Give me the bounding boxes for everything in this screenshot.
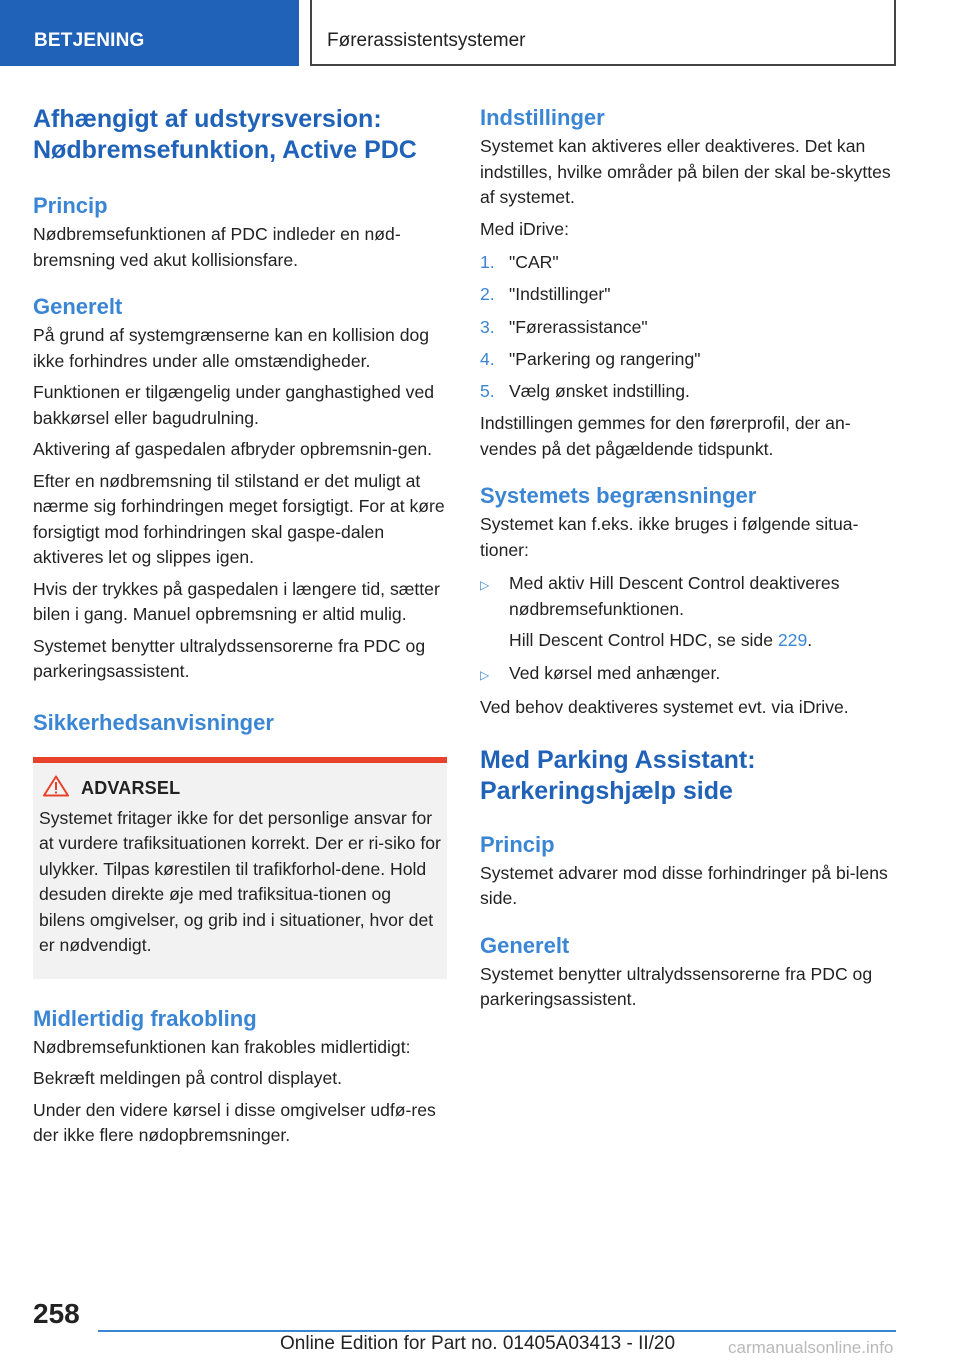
princip-text: Nødbremsefunktionen af PDC indleder en nød-bremsning ved akut kollisionsfare. xyxy=(33,224,401,270)
heading-sikkerhed: Sikkerhedsanvisninger xyxy=(33,709,274,735)
generelt-p1: På grund af systemgrænserne kan en kollision dog ikke forhindres under alle omstændigheder. xyxy=(33,325,430,371)
left-column xyxy=(33,100,447,1149)
generelt-p2: Funktionen er tilgængelig under ganghastighed ved bakkørsel eller bagudrulning. xyxy=(33,382,435,428)
warning-header xyxy=(39,775,441,802)
step-number: 2. xyxy=(480,284,495,305)
warning-title: ADVARSEL xyxy=(81,777,181,798)
heading-parking-generelt: Generelt xyxy=(480,932,570,958)
step-text: "Indstillinger" xyxy=(509,284,611,305)
bullet-text: Med aktiv Hill Descent Control deaktiveres nødbremsefunktionen. xyxy=(509,573,840,619)
frakobling-p2: Bekræft meldingen på control displayet. xyxy=(33,1068,343,1088)
step-text: "Førerassistance" xyxy=(509,316,648,337)
step-text: "CAR" xyxy=(509,252,559,272)
bullet-text: Ved kørsel med anhænger. xyxy=(509,662,721,683)
triangle-bullet-icon: ▷ xyxy=(480,667,490,682)
subtext-suffix: . xyxy=(807,630,813,651)
bullet-subtext xyxy=(509,628,900,654)
list-item xyxy=(480,347,900,373)
step-number: 4. xyxy=(480,348,495,369)
footer-divider xyxy=(98,1330,896,1332)
footer-edition: Online Edition for Part no. 01405A03413 - II/20 xyxy=(280,1333,676,1354)
triangle-bullet-icon: ▷ xyxy=(480,578,490,593)
parking-princip-text: Systemet advarer mod disse forhindringer på bi-lens side. xyxy=(480,862,888,909)
warning-box xyxy=(33,757,447,979)
warning-triangle-icon xyxy=(43,775,69,802)
list-item xyxy=(480,571,900,654)
begraensninger-p1: Systemet kan f.eks. ikke bruges i følgende situa-tioner: xyxy=(480,514,859,560)
parking-generelt-text: Systemet benytter ultralydssensorerne fra PDC og parkeringsassistent. xyxy=(480,963,873,1010)
footer-watermark: carmanualsonline.info xyxy=(728,1338,894,1357)
warning-text: Systemet fritager ikke for det personlige ansvar for at vurdere trafiksituationen korrekt. Der er ri-siko for ulykker. Tilpas kørestilen til trafikforhol-dene. Hold desuden direkte øje med trafiksitua-tionen og bilens omgivelser, og grib ind i situationer, hvor det er nødvendigt. xyxy=(39,807,441,955)
heading-indstillinger: Indstillinger xyxy=(480,105,605,130)
heading-begraensninger: Systemets begrænsninger xyxy=(480,483,757,509)
indstillinger-p3: Indstillingen gemmes for den førerprofil, der an-vendes på det pågældende tidspunkt. xyxy=(480,413,851,459)
subtext-prefix: Hill Descent Control HDC, se side xyxy=(509,630,778,651)
list-item xyxy=(480,379,900,405)
indstillinger-p2: Med iDrive: xyxy=(480,218,569,239)
begraensninger-p2: Ved behov deaktiveres systemet evt. via iDrive. xyxy=(480,697,849,718)
parking-heading: Med Parking Assistant: Parkeringshjælp side xyxy=(480,745,756,805)
page-number: 258 xyxy=(33,1298,80,1329)
main-heading: Afhængigt af udstyrsversion: Nødbremsefunktion, Active PDC xyxy=(33,105,417,164)
heading-parking-princip: Princip xyxy=(480,831,555,857)
frakobling-p3: Under den videre kørsel i disse omgivelser udfø-res der ikke flere nødopbremsninger. xyxy=(33,1099,436,1145)
page-header xyxy=(0,0,960,66)
list-item xyxy=(480,250,900,276)
step-text: "Parkering og rangering" xyxy=(509,348,701,369)
generelt-p3: Aktivering af gaspedalen afbryder opbremsnin-gen. xyxy=(33,439,433,459)
section-tab: BETJENING xyxy=(0,0,299,66)
right-column xyxy=(480,100,900,1013)
generelt-p4: Efter en nødbremsning til stilstand er det muligt at nærme sig forhindringen meget forsigtigt. For at køre forsigtigt mod forhindringen skal gaspe-dalen aktiveres let og slippes igen. xyxy=(33,470,445,567)
limitations-list xyxy=(480,571,900,688)
list-item xyxy=(480,661,900,689)
step-number: 3. xyxy=(480,316,495,337)
step-number: 1. xyxy=(480,252,495,272)
heading-frakobling: Midlertidig frakobling xyxy=(33,1005,257,1031)
step-number: 5. xyxy=(480,381,495,402)
chapter-title: Førerassistentsystemer xyxy=(310,0,896,66)
generelt-p5: Hvis der trykkes på gaspedalen i længere tid, sætter bilen i gang. Manuel opbremsning er altid mulig. xyxy=(33,578,440,624)
heading-princip: Princip xyxy=(33,193,108,218)
list-item xyxy=(480,282,900,308)
frakobling-p1: Nødbremsefunktionen kan frakobles midlertidigt: xyxy=(33,1036,411,1057)
generelt-p6: Systemet benytter ultralydssensorerne fra PDC og parkeringsassistent. xyxy=(33,635,426,681)
indstillinger-p1: Systemet kan aktiveres eller deaktiveres. Det kan indstilles, hvilke områder på bilen der skal be-skyttes af systemet. xyxy=(480,136,891,207)
step-text: Vælg ønsket indstilling. xyxy=(509,381,690,402)
list-item xyxy=(480,315,900,341)
idrive-steps xyxy=(480,250,900,405)
page-link[interactable]: 229 xyxy=(777,630,808,651)
heading-generelt: Generelt xyxy=(33,294,123,319)
